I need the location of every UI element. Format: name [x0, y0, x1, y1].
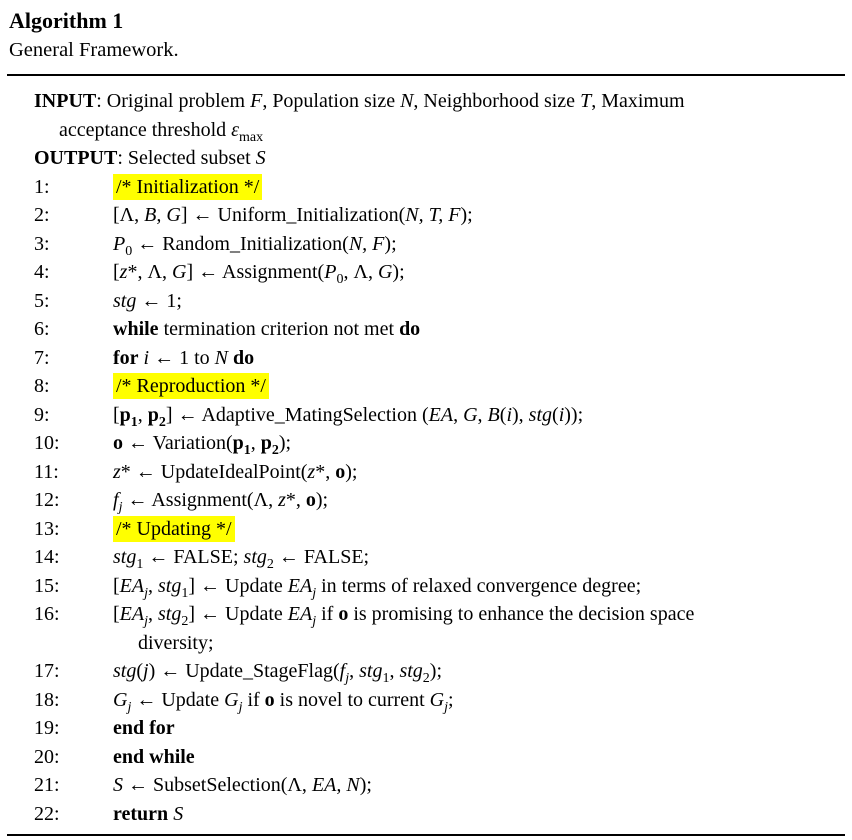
code-text: stg [113, 546, 137, 568]
line-content [113, 486, 841, 515]
code-text: , [148, 603, 158, 625]
line-content [113, 743, 841, 772]
code-line [34, 657, 841, 686]
io-preamble [34, 87, 841, 173]
code-text: 1 [130, 414, 138, 430]
code-text: : Selected subset [117, 147, 256, 169]
code-text: G [463, 403, 478, 426]
code-text: j [127, 699, 132, 715]
code-text: *, [315, 460, 336, 483]
line-number: 10: [34, 432, 60, 454]
code-text: 1 [181, 585, 189, 601]
code-text: while [113, 318, 159, 340]
code-text: is novel to current [274, 688, 430, 711]
code-lines [34, 173, 841, 829]
code-text: ); [429, 660, 443, 682]
code-line [34, 458, 841, 487]
code-text: i [558, 403, 565, 426]
code-text: ← FALSE; [273, 546, 370, 568]
line-number: 13: [34, 517, 60, 540]
code-text: z [278, 489, 286, 511]
code-text: f [113, 489, 119, 511]
code-text: ] ← Adaptive_MatingSelection ( [165, 403, 429, 426]
code-text: ← Assignment(Λ, [122, 489, 279, 511]
code-text: ← FALSE; [143, 546, 244, 568]
code-text: [Λ, [113, 204, 145, 226]
code-line [34, 372, 841, 401]
code-text: , [250, 432, 261, 454]
code-text: ); [278, 432, 292, 454]
code-text: , [137, 403, 148, 426]
code-text: ); [460, 204, 473, 226]
code-text: G [171, 261, 187, 283]
code-text: , [453, 403, 464, 426]
code-line [34, 230, 841, 259]
code-text: j [144, 585, 148, 601]
code-text: stg [158, 574, 182, 597]
code-text: p [147, 403, 159, 426]
code-text: S [113, 774, 123, 796]
code-text: j [118, 500, 123, 515]
code-text: max [239, 129, 264, 145]
code-text: stg [113, 289, 137, 312]
line-content [113, 287, 841, 316]
line-number: 22: [34, 802, 60, 825]
line-content [113, 714, 841, 743]
code-text: stg [158, 603, 182, 625]
code-text: ); [359, 774, 372, 796]
code-text: )); [564, 403, 584, 426]
code-text: i [506, 403, 512, 426]
code-text: acceptance threshold [59, 118, 232, 141]
code-text: ) ← Update_StageFlag( [148, 660, 340, 682]
code-text: 2 [158, 414, 166, 430]
line-number: 6: [34, 318, 50, 340]
code-line [34, 429, 841, 458]
code-text: j [345, 671, 350, 686]
code-line [34, 572, 841, 601]
code-text: ; [447, 688, 454, 711]
code-text: , Λ, [343, 261, 378, 283]
code-text: ] ← Update [188, 574, 288, 597]
code-text: 1 [136, 557, 144, 572]
line-content [113, 173, 841, 202]
line-number: 2: [34, 204, 50, 226]
code-text: , [389, 660, 400, 682]
code-text: , [477, 403, 488, 426]
code-text: is promising to enhance the decision space [348, 603, 695, 625]
code-text: EA [428, 403, 454, 426]
code-line [34, 686, 841, 715]
line-number: 15: [34, 574, 60, 597]
code-text: ); [384, 232, 397, 255]
code-text: [ [113, 403, 120, 426]
page-subtitle: General Framework. [9, 39, 179, 61]
code-text: 2 [422, 671, 430, 686]
bottom-rule [7, 834, 845, 836]
code-text: end for [113, 717, 175, 739]
code-text: stg [399, 660, 423, 682]
code-text: , Neighborhood size [413, 90, 581, 112]
line-content [113, 686, 841, 715]
code-text: 1 [382, 671, 390, 686]
code-text: j [143, 660, 149, 682]
code-text: ] ← Update [188, 603, 288, 625]
code-text: diversity; [138, 631, 214, 654]
line-content [113, 800, 841, 829]
code-line [34, 315, 841, 344]
code-text: 2 [271, 443, 279, 458]
code-text: N, T, F [405, 204, 461, 226]
code-text: z [307, 460, 316, 483]
line-content [113, 344, 841, 373]
line-content [113, 515, 841, 544]
line-number: 14: [34, 546, 60, 568]
code-text: if [316, 603, 339, 625]
code-text: o [305, 489, 316, 511]
code-text: EA [287, 574, 313, 597]
code-text: p [119, 403, 131, 426]
code-text: end while [113, 745, 195, 768]
code-text: stg [113, 660, 137, 682]
algorithm-body [7, 76, 845, 834]
code-text: j [312, 585, 317, 601]
line-number: 17: [34, 660, 60, 682]
code-text: j [238, 699, 243, 715]
code-text: S [173, 802, 184, 825]
code-text: stg [243, 546, 267, 568]
code-text: ( [499, 403, 507, 426]
line-content [113, 258, 841, 287]
code-text: z [113, 460, 121, 483]
line-number: 12: [34, 489, 60, 511]
code-text: B [487, 403, 500, 426]
line-content [113, 230, 841, 259]
line-number: 19: [34, 717, 60, 739]
line-content [113, 201, 841, 230]
code-text: : Original problem [96, 90, 251, 112]
line-content [113, 458, 841, 487]
code-text: 1 [243, 443, 251, 458]
code-text: , [349, 660, 360, 682]
io-line [34, 87, 841, 144]
code-text: OUTPUT [34, 147, 118, 169]
line-content [113, 572, 841, 601]
code-text: N, F [348, 232, 385, 255]
code-line [34, 543, 841, 572]
comment-highlight: /* Initialization */ [113, 174, 262, 200]
code-line [34, 771, 841, 800]
code-text: EA [119, 574, 145, 597]
line-number: 8: [34, 375, 50, 397]
code-text: f [339, 660, 346, 682]
code-text: o [264, 688, 275, 711]
line-number: 1: [34, 175, 50, 198]
comment-highlight: /* Reproduction */ [113, 373, 269, 399]
code-text: EA [119, 603, 145, 625]
line-number: 3: [34, 232, 50, 255]
line-content [113, 771, 841, 800]
page-title: Algorithm 1 [9, 8, 124, 33]
code-text: [ [113, 261, 120, 283]
code-text: i [143, 346, 150, 369]
code-line [34, 344, 841, 373]
code-text: ( [136, 660, 144, 682]
comment-highlight: /* Updating */ [113, 516, 235, 542]
code-text: ← Random_Initialization( [132, 232, 349, 255]
code-text: 2 [266, 557, 274, 572]
code-text: ← SubsetSelection(Λ, [123, 774, 312, 796]
code-line [34, 401, 841, 430]
line-number: 5: [34, 289, 50, 312]
code-text: G [113, 688, 128, 711]
code-text: ] ← Assignment( [186, 261, 325, 283]
code-text: S [255, 147, 266, 169]
code-text: j [312, 614, 317, 629]
code-text: 0 [125, 243, 133, 259]
line-number: 9: [34, 403, 50, 426]
line-content [113, 543, 841, 572]
code-text: ( [552, 403, 559, 426]
io-line [34, 144, 841, 173]
code-text: p [260, 432, 272, 454]
code-line [34, 600, 841, 657]
code-text: N [400, 90, 414, 112]
code-text: return [113, 802, 169, 825]
line-number: 4: [34, 261, 50, 283]
code-text: o [335, 460, 346, 483]
code-text: [ [113, 603, 120, 625]
code-line [34, 173, 841, 202]
code-text: F [250, 90, 263, 112]
code-text: P [324, 261, 337, 283]
code-text: * ← UpdateIdealPoint( [120, 460, 308, 483]
code-line [34, 287, 841, 316]
line-number: 20: [34, 745, 60, 768]
code-text: 2 [181, 614, 189, 629]
code-text: *, [285, 489, 306, 511]
code-line [34, 515, 841, 544]
code-text: j [444, 699, 448, 715]
code-text: B, G [144, 204, 181, 226]
line-content [113, 401, 841, 430]
code-text: P [113, 232, 126, 255]
code-text: ← Variation( [123, 432, 233, 454]
line-content [113, 429, 841, 458]
code-text: ← Update [131, 688, 225, 711]
code-text: ), [512, 403, 529, 426]
line-number: 16: [34, 603, 60, 625]
code-text: termination criterion not met [158, 318, 400, 340]
line-number: 7: [34, 346, 50, 369]
code-line [34, 486, 841, 515]
line-content [113, 372, 841, 401]
code-text: ← 1; [136, 289, 182, 312]
line-number: 21: [34, 774, 60, 796]
code-text: ] ← Uniform_Initialization( [180, 204, 406, 226]
code-text: EA [287, 603, 313, 625]
code-text: G [377, 261, 393, 283]
code-text: in terms of relaxed convergence degree; [316, 574, 642, 597]
code-text: do [399, 318, 421, 340]
code-text: N [214, 346, 229, 369]
code-line [34, 201, 841, 230]
code-text: z [119, 261, 128, 283]
code-text: G [429, 688, 445, 711]
code-line [34, 743, 841, 772]
line-number: 11: [34, 460, 59, 483]
code-text: ← 1 to [149, 346, 215, 369]
line-number: 18: [34, 688, 60, 711]
code-text: EA, N [311, 774, 360, 796]
code-text: if [242, 688, 265, 711]
code-text: *, Λ, [127, 261, 172, 283]
code-text: ); [392, 261, 405, 283]
code-text: G [224, 688, 239, 711]
code-text: , [148, 574, 158, 597]
code-text: T [580, 90, 592, 112]
code-line [34, 258, 841, 287]
code-text: 0 [336, 272, 344, 287]
code-text: ε [231, 118, 240, 141]
code-text: j [144, 614, 148, 629]
line-content [113, 315, 841, 344]
code-text: ); [345, 460, 358, 483]
code-text: o [113, 432, 123, 454]
code-line [34, 714, 841, 743]
code-text: for [113, 346, 139, 369]
code-text: p [232, 432, 244, 454]
code-text: ); [315, 489, 329, 511]
code-text: [ [113, 574, 120, 597]
line-content [113, 600, 841, 657]
code-text: stg [359, 660, 383, 682]
code-text: INPUT [34, 90, 97, 112]
code-text: stg [528, 403, 553, 426]
line-content [113, 657, 841, 686]
code-text: do [233, 346, 255, 369]
code-text: , Maximum [591, 90, 685, 112]
code-text: o [338, 603, 349, 625]
code-text: , Population size [262, 90, 401, 112]
code-line [34, 800, 841, 829]
